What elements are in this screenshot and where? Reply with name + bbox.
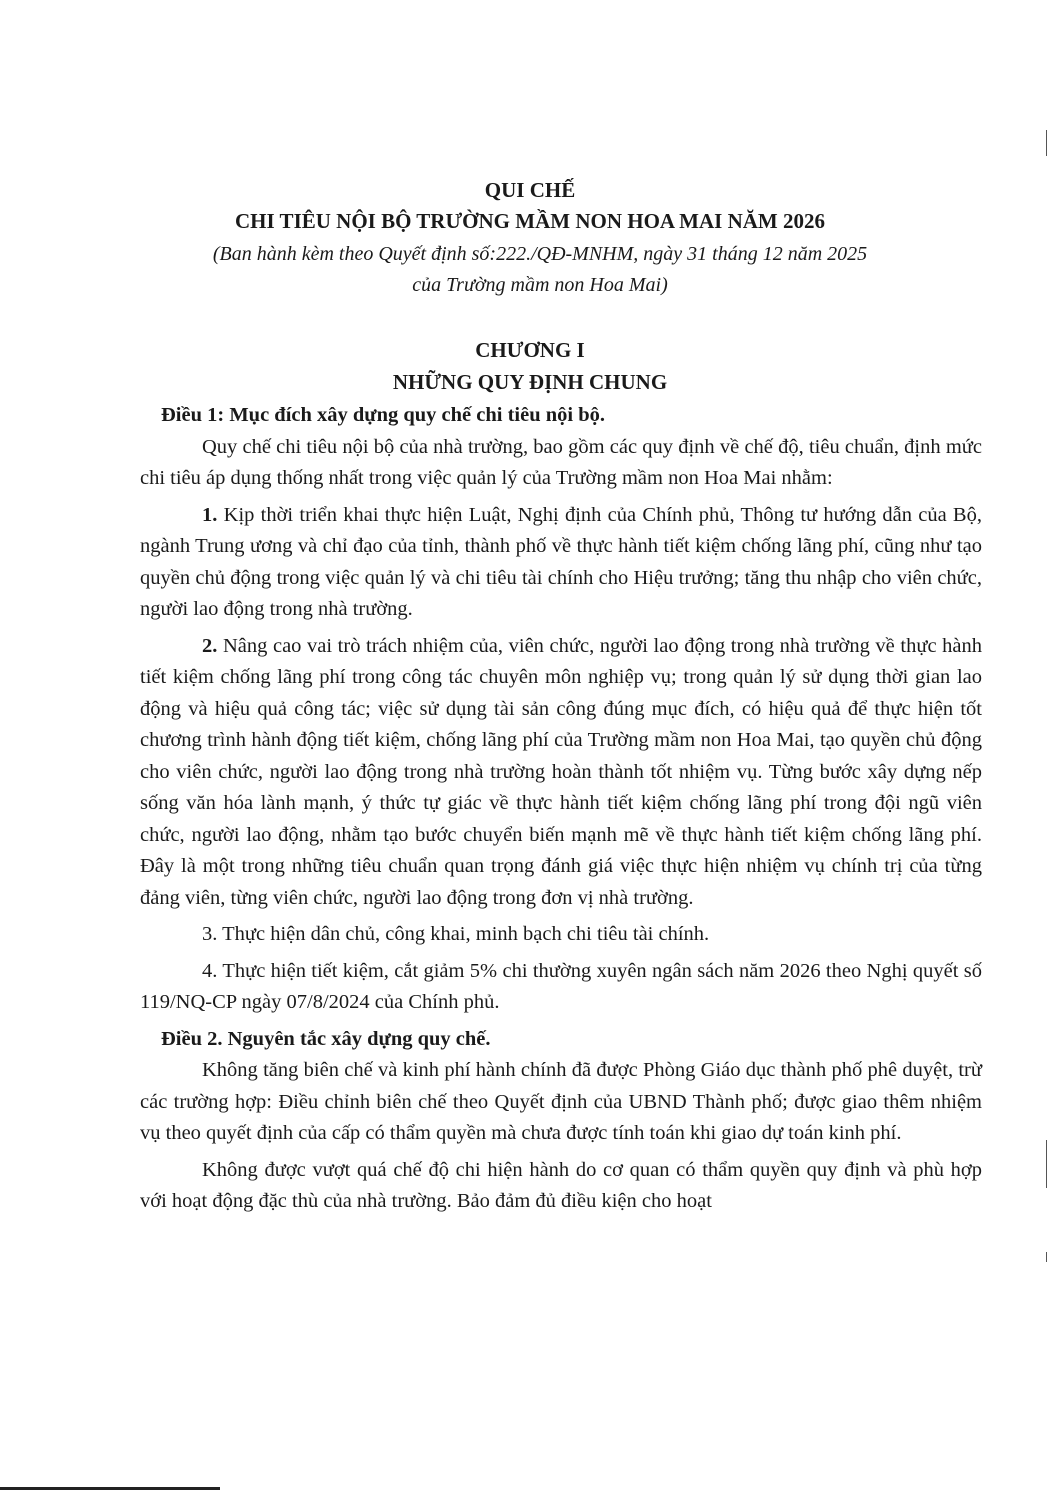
item-1-number: 1. <box>202 503 218 526</box>
item-1-text: Kịp thời triển khai thực hiện Luật, Nghị định của Chính phủ, Thông tư hướng dẫn của Bộ, ngành Trung ương và chỉ đạo của tỉnh, thành phố về thực hành tiết kiệm chống lãng phí, cũng như tạo quyền chủ động trong việc quản lý và chi tiêu tài chính cho Hiệu trưởng; tăng thu nhập cho viên chức, người lao động trong nhà trường. <box>140 503 982 620</box>
item-2-number: 2. <box>202 634 218 657</box>
chapter-heading: CHƯƠNG I <box>475 338 585 362</box>
article-1-intro: Quy chế chi tiêu nội bộ của nhà trường, bao gồm các quy định về chế độ, tiêu chuẩn, định mức chi tiêu áp dụng thống nhất trong việc quản lý của Trường mầm non Hoa Mai nhằm: <box>140 435 982 489</box>
issuance-line-1: (Ban hành kèm theo Quyết định số:222./QĐ-MNHM, ngày 31 tháng 12 năm 2025 <box>212 243 868 265</box>
scan-edge-mark-lower <box>1046 1252 1047 1262</box>
article-2-para-2: Không được vượt quá chế độ chi hiện hành do cơ quan có thẩm quyền quy định và phù hợp với hoạt động đặc thù của nhà trường. Bảo đảm đủ điều kiện cho hoạt <box>140 1158 982 1212</box>
article-1-item-4: 4. Thực hiện tiết kiệm, cắt giảm 5% chi thường xuyên ngân sách năm 2026 theo Nghị quyết số 119/NQ-CP ngày 07/8/2024 của Chính phủ. <box>140 959 982 1013</box>
document-body <box>140 400 982 1218</box>
article-2-para-1: Không tăng biên chế và kinh phí hành chính đã được Phòng Giáo dục thành phố phê duyệt, trừ các trường hợp: Điều chỉnh biên chế theo Quyết định của UBND Thành phố; được giao thêm nhiệm vụ theo quyết định của cấp có thẩm quyền mà chưa được tính toán khi giao dự toán kinh phí. <box>140 1059 982 1144</box>
document-subtitle: CHI TIÊU NỘI BỘ TRƯỜNG MẦM NON HOA MAI NĂM 2026 <box>235 209 825 233</box>
scan-bottom-edge <box>0 1487 220 1490</box>
article-1-title: Điều 1: Mục đích xây dựng quy chế chi tiêu nội bộ. <box>161 404 605 426</box>
issuance-note <box>100 239 980 301</box>
issuance-line-2: của Trường mầm non Hoa Mai) <box>412 274 668 296</box>
article-1-item-1 <box>140 500 982 626</box>
document-title: QUI CHẾ <box>484 178 576 202</box>
scan-edge-mark-top <box>1046 130 1047 156</box>
article-1-item-3: 3. Thực hiện dân chủ, công khai, minh bạch chi tiêu tài chính. <box>202 923 710 945</box>
chapter-name: NHỮNG QUY ĐỊNH CHUNG <box>392 370 668 394</box>
scan-edge-mark-middle <box>1046 1140 1047 1188</box>
article-1-item-2 <box>140 631 982 915</box>
item-2-text: Nâng cao vai trò trách nhiệm của, viên chức, người lao động trong nhà trường về thực hành tiết kiệm chống lãng phí trong công tác chuyên môn nghiệp vụ; trong quản lý sử dụng thời gian lao động và hiệu quả công tác; việc sử dụng tài sản công đúng mục đích, có hiệu quả để thực hiện tốt chương trình hành động tiết kiệm, chống lãng phí của Trường mầm non Hoa Mai, tạo quyền chủ động cho viên chức, người lao động trong nhà trường hoàn thành tốt nhiệm vụ. Từng bước xây dựng nếp sống văn hóa lành mạnh, ý thức tự giác về thực hành tiết kiệm chống lãng phí trong đội ngũ viên chức, người lao động, nhằm tạo bước chuyển biến mạnh mẽ về thực hành tiết kiệm chống lãng phí. Đây là một trong những tiêu chuẩn quan trọng đánh giá việc thực hiện nhiệm vụ chính trị của từng đảng viên, từng viên chức, người lao động trong đơn vị nhà trường. <box>140 634 982 909</box>
article-2-title: Điều 2. Nguyên tắc xây dựng quy chế. <box>161 1027 491 1050</box>
